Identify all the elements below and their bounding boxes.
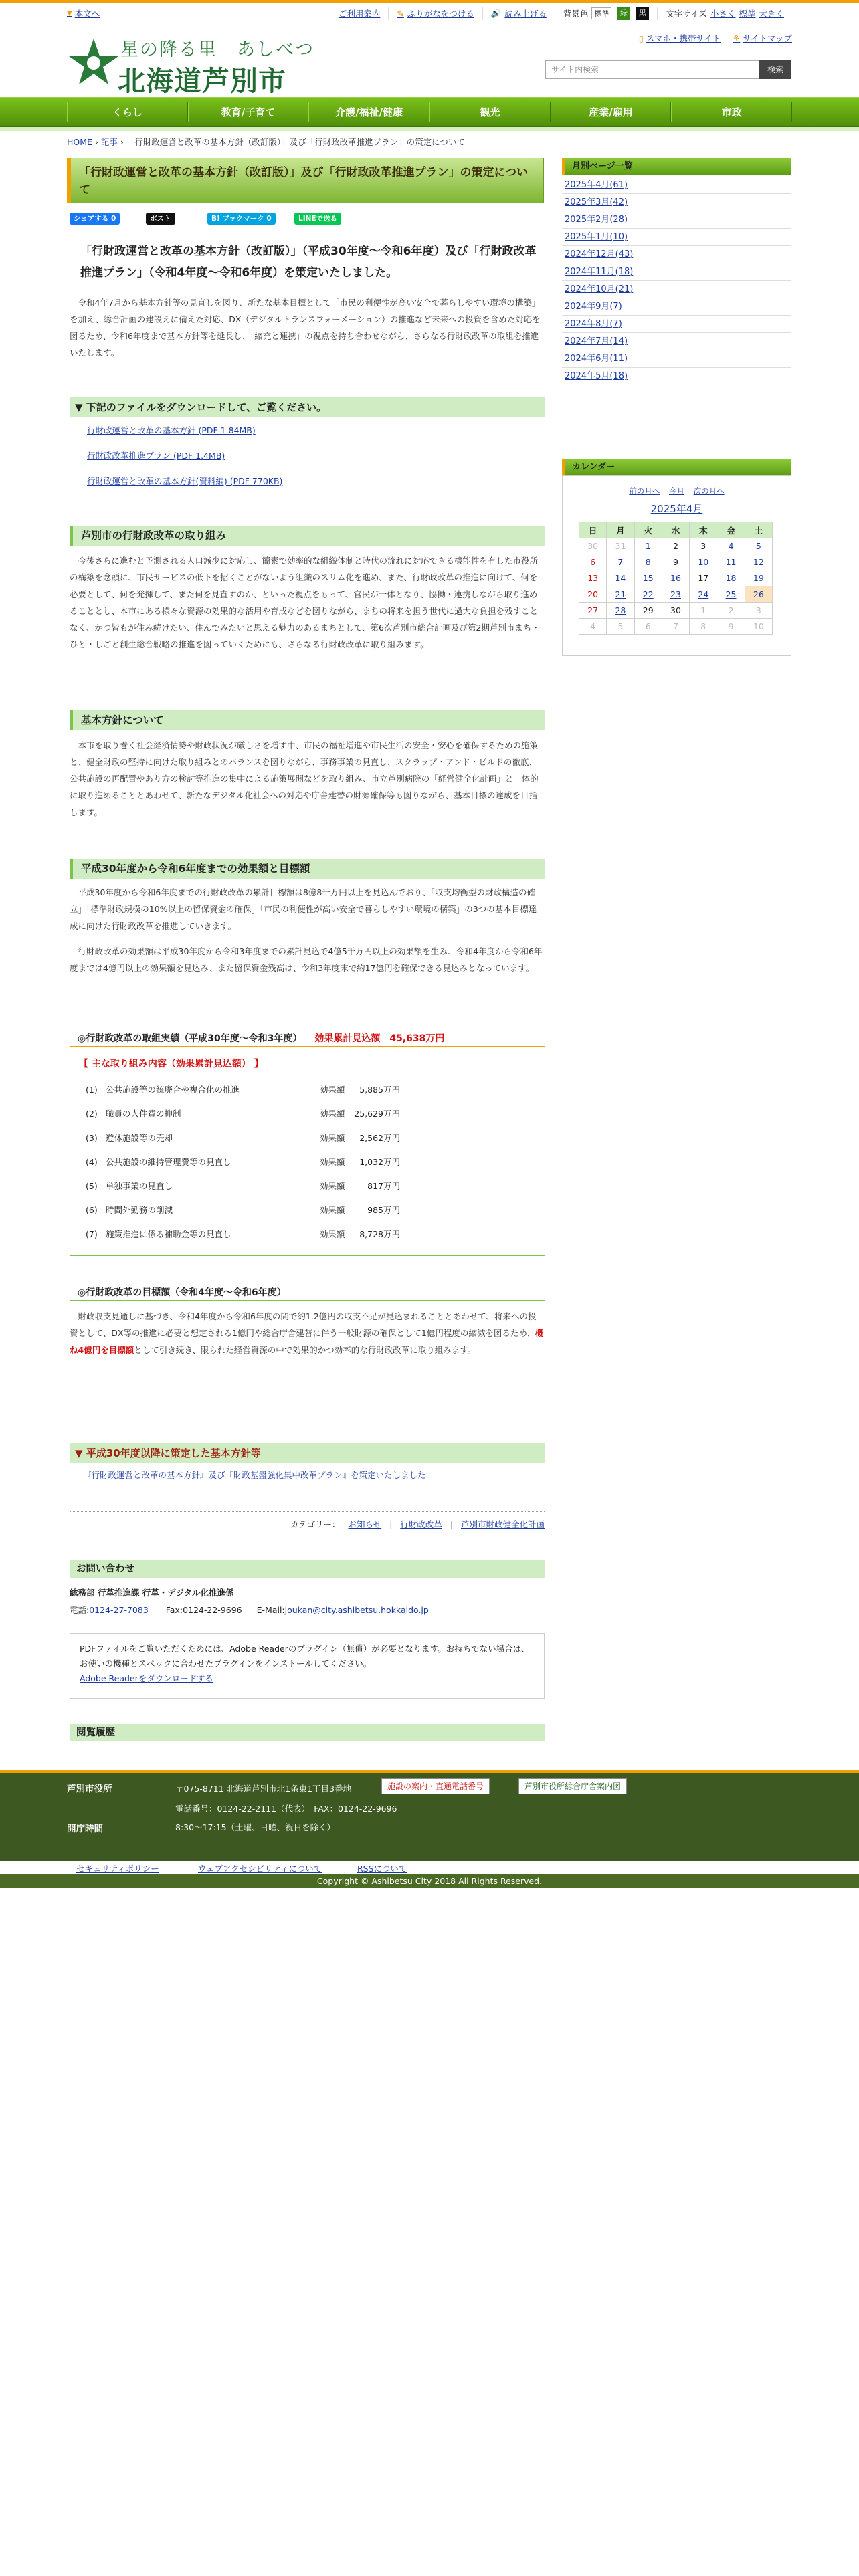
breadcrumb-current: 「行財政運営と改革の基本方針（改訂版）」及び「行財政改革推進プラン」の策定について: [126, 137, 465, 147]
calendar-day: 2: [662, 538, 689, 554]
lead-statement: 「行財政運営と改革の基本方針（改訂版）」（平成30年度～令和6年度）及び「行財政改革推進プラン」（令和4年度～令和6年度）を策定いたしました。: [80, 245, 537, 280]
month-link[interactable]: 2024年12月(43): [565, 249, 634, 259]
calendar-title[interactable]: 2025年4月: [650, 503, 703, 515]
calendar-today-link[interactable]: 今月: [669, 486, 684, 496]
list-item: (6) 時間外勤務の削減 効果額 985万円: [86, 1205, 400, 1215]
download-link-plan[interactable]: 行財政改革推進プラン (PDF 1.4MB): [87, 451, 225, 461]
list-item: [562, 298, 791, 316]
month-link[interactable]: 2025年3月(42): [565, 197, 628, 207]
results-total: 効果累計見込額 45,638万円: [314, 1033, 445, 1044]
calendar-day: 27: [579, 603, 607, 619]
list-item: (4) 公共施設の維持管理費等の見直し 効果額 1,032万円: [86, 1157, 400, 1167]
calendar-day: 30: [662, 603, 689, 619]
footer-links: [0, 1861, 859, 1874]
calendar-day-link[interactable]: 24: [698, 589, 709, 599]
calendar-day: [717, 570, 745, 586]
facebook-share-button[interactable]: シェアする 0: [70, 213, 120, 225]
font-size-switcher: 文字サイズ 小さく 標準 大きく: [657, 7, 792, 20]
month-link[interactable]: 2024年6月(11): [565, 354, 628, 364]
section-heading-policy: 基本方針について: [70, 710, 545, 730]
utility-bar: [0, 3, 859, 23]
calendar-weekday: 火: [634, 522, 662, 538]
main-items-heading: 【 主な取り組み内容（効果累計見込額） 】: [79, 1059, 264, 1069]
calendar-day-link[interactable]: 23: [670, 589, 681, 599]
calendar-day: 9: [662, 554, 689, 570]
calendar-day: 1: [690, 603, 717, 619]
list-item: [562, 211, 791, 229]
calendar-day: [607, 570, 634, 586]
bg-standard-button[interactable]: 標準: [591, 7, 611, 19]
security-policy-link[interactable]: セキュリティポリシー: [76, 1864, 159, 1874]
calendar-day: 9: [717, 619, 745, 635]
monthly-page-list: [562, 177, 791, 385]
monthly-pages-heading: 月別ページ一覧: [562, 158, 791, 175]
calendar-day-link[interactable]: 11: [725, 557, 737, 567]
list-item: (2) 職員の人件費の抑制 効果額 25,629万円: [86, 1109, 400, 1119]
nav-industry[interactable]: 産業/雇用: [551, 102, 672, 122]
nav-education[interactable]: 教育/子育て: [188, 102, 309, 122]
calendar-day: [634, 538, 662, 554]
search-button[interactable]: 検索: [759, 60, 791, 79]
calendar-day: 26: [745, 586, 772, 603]
footer-address: 〒075-8711 北海道芦別市北1条東1丁目3番地: [175, 1784, 352, 1794]
calendar-day: 13: [579, 570, 607, 586]
divider: [70, 1511, 545, 1512]
list-item: [562, 368, 791, 385]
pdf-reader-note: PDFファイルをご覧いただくためには、Adobe Readerのプラグイン（無償）が必要となります。お持ちでない場合は、お使いの機種とスペックに合わせたプラグインをインストールしてください。 Adobe Readerをダウンロードする: [70, 1633, 545, 1699]
calendar-day: [634, 586, 662, 603]
list-item: (5) 単独事業の見直し 効果額 817万円: [86, 1181, 400, 1191]
month-link[interactable]: 2025年2月(28): [565, 215, 628, 225]
calendar-weekday: 土: [745, 522, 772, 538]
list-item: [562, 333, 791, 350]
month-link[interactable]: 2025年4月(61): [565, 180, 628, 190]
calendar-day: 7: [662, 619, 689, 635]
calendar-weekday: 日: [579, 522, 607, 538]
logo-city-name: 北海道芦別市: [118, 65, 286, 97]
calendar-day: 3: [745, 603, 772, 619]
calendar-day: 4: [579, 619, 607, 635]
calendar-day-link[interactable]: 16: [670, 573, 681, 583]
bg-green-button[interactable]: 緑: [617, 7, 630, 20]
calendar-day-link[interactable]: 22: [642, 589, 654, 599]
month-link[interactable]: 2024年5月(18): [565, 371, 628, 381]
divider: [70, 1255, 545, 1256]
calendar-day: [634, 570, 662, 586]
building-map-button[interactable]: 芦別市役所総合庁舎案内図: [518, 1778, 627, 1794]
skip-to-content-link[interactable]: ▼ 本文へ: [67, 9, 100, 19]
calendar-nav: [563, 486, 791, 496]
calendar-day: 6: [579, 554, 607, 570]
list-item: [562, 177, 791, 194]
nav-welfare[interactable]: 介護/福祉/健康: [308, 102, 430, 122]
inquiry-email-link[interactable]: joukan@city.ashibetsu.hokkaido.jp: [284, 1605, 429, 1615]
footer-office-name: 芦別市役所: [67, 1784, 112, 1794]
past-plans-heading: ▼ 平成30年度以降に策定した基本方針等: [70, 1443, 545, 1463]
list-item: [562, 263, 791, 281]
download-heading: ▼ 下記のファイルをダウンロードして、ご覧ください。: [70, 397, 545, 417]
font-small-link[interactable]: 小さく: [710, 9, 736, 19]
calendar-day: 17: [690, 570, 717, 586]
calendar-day: 3: [690, 538, 717, 554]
bg-black-button[interactable]: 黒: [636, 7, 649, 20]
font-standard-link[interactable]: 標準: [739, 9, 756, 19]
calendar-day: [634, 554, 662, 570]
list-item: (1) 公共施設等の統廃合や複合化の推進 効果額 5,885万円: [86, 1085, 400, 1095]
font-large-link[interactable]: 大きく: [759, 9, 784, 19]
calendar-day-link[interactable]: 15: [642, 573, 654, 583]
section-heading-amounts: 平成30年度から令和6年度までの効果額と目標額: [70, 859, 545, 879]
calendar-day: 31: [607, 538, 634, 554]
sitemap-link[interactable]: ⚘ サイトマップ: [733, 33, 792, 43]
copyright: Copyright © Ashibetsu City 2018 All Rights Reserved.: [0, 1874, 859, 1888]
footer-hours: 8:30～17:15（土曜、日曜、祝日を除く）: [175, 1822, 336, 1832]
list-item: [562, 246, 791, 263]
nav-city-government[interactable]: 市政: [671, 102, 792, 122]
results-heading: ◎行財政改革の取組実績（平成30年度～令和3年度） 効果累計見込額 45,638万円: [70, 1030, 545, 1047]
calendar-day: 20: [579, 586, 607, 603]
month-link[interactable]: 2024年8月(7): [565, 319, 622, 329]
month-link[interactable]: 2024年9月(7): [565, 302, 622, 312]
calendar-day: [607, 603, 634, 619]
nav-kurashi[interactable]: くらし: [67, 102, 188, 122]
page-title: 「行財政運営と改革の基本方針（改訂版）」及び「行財政改革推進プラン」の策定について: [67, 158, 544, 203]
calendar-day: 10: [745, 619, 772, 635]
speaker-icon: 🔊: [490, 8, 502, 18]
category-link-reform[interactable]: 行財政改革: [400, 1519, 442, 1529]
download-link-basic-policy[interactable]: 行財政運営と改革の基本方針 (PDF 1.84MB): [87, 425, 256, 435]
calendar-day: [690, 586, 717, 603]
amounts-paragraph-1: 平成30年度から令和6年度までの行財政改革の累計目標額は8億8千万円以上を見込んでおり、「収支均衡型の財政構造の確立」「標準財政規模の10%以上の留保資金の確保」「市民の利便性が高い安全で暮らしやすい環境の構築」の3つの基本目標達成に向けた行財政改革を推進していきます。: [70, 887, 537, 931]
calendar-day: 2: [717, 603, 745, 619]
intro-paragraph: 令和4年7月から基本方針等の見直しを図り、新たな基本目標として「市民の利便性が高い安全で暮らしやすい環境の構築」を加え、総合計画の建設えに備えた対応、DX（デジタルトランスフォーメーション）の推進など未来への投資を含めた対応を図るため、令和6年度まで基本方針等を延長し、「縮充と連携」の視点を持ち合わせながら、さらなる行財政改革の取組を推進いたします。: [70, 298, 541, 358]
inquiry-dept: 総務部 行革推進課 行革・デジタル化推進係: [70, 1588, 234, 1598]
calendar-day: 6: [634, 619, 662, 635]
breadcrumb: HOME › 記事 › 「行財政運営と改革の基本方針（改訂版）」及び「行財政改革推進プラン」の策定について: [67, 137, 465, 147]
breadcrumb-news[interactable]: 記事: [100, 137, 118, 147]
calendar-day: [690, 554, 717, 570]
month-link[interactable]: 2025年1月(10): [565, 232, 628, 242]
calendar-day: 19: [745, 570, 772, 586]
breadcrumb-home[interactable]: HOME: [67, 137, 92, 147]
calendar-day-link[interactable]: 14: [615, 573, 626, 583]
browsing-history-heading: 閲覧履歴: [70, 1724, 545, 1741]
policy-paragraph: 本市を取り巻く社会経済情勢や財政状況が厳しさを増す中、市民の福祉増進や市民生活の安全・安心を確保するための施策と、健全財政の堅持に向けた取り組みとのバランスを図りながら、事務事業の見直し、スクラップ・アンド・ビルドの徹底、公共施設の再配置やあり方の検討等推進の集中による施策展開などを取り組み、市立芦別病院の「経営健全化計画」と一体的に取り進めることとあわせて、新たなデジタル化社会への対応や庁舎建替の財源確保等も図りながら、基本目標の達成を目指します。: [70, 740, 539, 817]
download-link-appendix[interactable]: 行財政運営と改革の基本方針(資料編) (PDF 770KB): [87, 476, 283, 486]
calendar-day-link[interactable]: 18: [725, 573, 737, 583]
hatena-bookmark-button[interactable]: B! ブックマーク 0: [207, 213, 276, 225]
target-heading: ◎行財政改革の目標額（令和4年度～令和6年度）: [70, 1284, 545, 1301]
calendar-day: [662, 586, 689, 603]
pencil-icon: ✎: [397, 8, 404, 19]
x-post-button[interactable]: ポスト: [146, 213, 175, 225]
amounts-paragraph-2: 行財政改革の効果額は平成30年度から令和3年度までの累計見込で4億5千万円以上の効果額を生み、令和4年度から令和6年度までは4億円以上の効果額を見込み、また留保資金残高は、令和3年度末で約17億円を確保できる見込みとなっています。: [70, 946, 543, 973]
smartphone-icon: ▯: [638, 33, 644, 43]
past-plan-link[interactable]: 『行財政運営と改革の基本方針』及び『財政基盤強化集中改革プラン』を策定いたしました: [83, 1470, 426, 1480]
calendar-day: 5: [745, 538, 772, 554]
list-item: [562, 281, 791, 298]
guide-link[interactable]: ご利用案内: [330, 7, 389, 20]
calendar-day-link[interactable]: 28: [615, 605, 626, 615]
calendar-day-link[interactable]: 8: [645, 557, 651, 567]
month-link[interactable]: 2024年11月(18): [565, 267, 634, 277]
calendar-day: 5: [607, 619, 634, 635]
calendar-day: [607, 554, 634, 570]
target-paragraph: 財政収支見通しに基づき、令和4年度から令和6年度の間で約1.2億円の収支不足が見込まれることとあわせて、将来への投資として、DX等の推進に必要と想定される1億円や総合庁舎建替に伴う一般財源の確保として1億円程度の縮減を図るため、概ね4億円を目標額として引き続き、限られた経営資源の中で効果的かつ効率的な行財政改革に取り組みます。: [70, 1311, 544, 1355]
site-logo[interactable]: [67, 33, 321, 97]
line-send-button[interactable]: LINEで送る: [294, 213, 341, 225]
calendar-weekday: 金: [717, 522, 745, 538]
furigana-link[interactable]: ✎ ふりがなをつける: [388, 7, 482, 20]
nav-underline: [0, 127, 859, 131]
sitemap-icon: ⚘: [733, 33, 741, 43]
efforts-paragraph: 今後さらに進むと予測される人口減少に対応し、簡素で効率的な組織体制と時代の流れに対応できる機能性を有した市役所の構築を念頭に、市民サービスの低下を招くことがないよう組織のスリム化を進め、また、行財政改革の推進に向けて、何を必要として、何を発揮して、また何を見直すのか、といった視点をもって、官民が一体となり、協働・連携しながら取り進めることとし、本市にある様々な資源の効果的な活用や育成などを図りながら、まちの将来を担う世代に過大な負担を残すことなく、かつ皆もが住み続けたい、住んでみたいと思える魅力のあるまちとして、第6次芦別市総合計画及び第2期芦別市まち・ひと・しごと創生総合戦略の推進を図っていくためにも、さらなる行財政改革に取り組みます。: [70, 556, 540, 649]
calendar-weekday: 木: [690, 522, 717, 538]
calendar-day: 30: [579, 538, 607, 554]
list-item: [562, 194, 791, 211]
calendar-day-link[interactable]: 7: [617, 557, 624, 567]
calendar-day: [717, 554, 745, 570]
calendar-day-link[interactable]: 4: [728, 541, 734, 551]
chevron-down-icon: ▼: [67, 9, 72, 17]
list-item: [562, 229, 791, 246]
calendar-day-link[interactable]: 10: [698, 557, 709, 567]
inquiry-phone-link[interactable]: 0124-27-7083: [89, 1605, 149, 1615]
city-emblem-icon: [67, 36, 120, 90]
calendar: [562, 475, 791, 656]
category-link-finance-plan[interactable]: 芦別市財政健全化計画: [460, 1519, 545, 1529]
calendar-day: [607, 586, 634, 603]
facility-phone-button[interactable]: 施設の案内・直通電話番号: [381, 1778, 490, 1794]
rss-link[interactable]: RSSについて: [357, 1864, 407, 1874]
header-links: [639, 32, 792, 44]
calendar-day: 8: [690, 619, 717, 635]
list-item: (7) 施策推進に係る補助金等の見直し 効果額 8,728万円: [86, 1229, 400, 1239]
accessibility-link[interactable]: ウェブアクセシビリティについて: [198, 1864, 322, 1874]
background-color-switcher: 背景色 標準 緑 黒: [555, 7, 658, 20]
global-nav: [0, 97, 859, 127]
list-item: [562, 316, 791, 333]
section-heading-efforts: 芦別市の行財政改革の取り組み: [70, 526, 545, 546]
calendar-day: 12: [745, 554, 772, 570]
calendar-day-link[interactable]: 21: [615, 589, 626, 599]
calendar-day: [662, 570, 689, 586]
footer-hours-label: 開庁時間: [67, 1824, 103, 1834]
inquiry-contact: 電話:0124-27-7083 Fax:0124-22-9696 E-Mail:joukan@city.ashibetsu.hokkaido.jp: [70, 1605, 429, 1615]
month-link[interactable]: 2024年7月(14): [565, 336, 628, 346]
calendar-day: 29: [634, 603, 662, 619]
list-item: [562, 350, 791, 368]
calendar-day: [717, 538, 745, 554]
read-aloud-link[interactable]: 🔊 読み上げる: [482, 7, 555, 20]
calendar-day-link[interactable]: 1: [645, 541, 651, 551]
adobe-reader-download-link[interactable]: Adobe Readerをダウンロードする: [80, 1673, 213, 1683]
calendar-prev-link[interactable]: 前の月へ: [629, 486, 660, 496]
footer-phone: 電話番号：0124-22-2111（代表） FAX：0124-22-9696: [175, 1804, 397, 1814]
mobile-site-link[interactable]: ▯ スマホ・携帯サイト: [638, 33, 721, 43]
category-list: カテゴリー： お知らせ | 行財政改革 | 芦別市財政健全化計画: [290, 1519, 545, 1529]
month-link[interactable]: 2024年10月(21): [565, 284, 634, 294]
site-search-input[interactable]: サイト内検索: [545, 60, 759, 79]
inquiry-heading: お問い合わせ: [70, 1560, 545, 1578]
calendar-day: [717, 586, 745, 603]
calendar-day-link[interactable]: 25: [725, 589, 737, 599]
list-item: (3) 遊休施設等の売却 効果額 2,562万円: [86, 1133, 400, 1143]
logo-tagline: 星の降る里 あしべつ: [120, 39, 314, 60]
calendar-weekday: 月: [607, 522, 634, 538]
calendar-grid: [579, 522, 773, 635]
nav-tourism[interactable]: 観光: [430, 102, 551, 122]
category-link-news[interactable]: お知らせ: [348, 1519, 382, 1529]
calendar-weekday: 水: [662, 522, 689, 538]
calendar-next-link[interactable]: 次の月へ: [693, 486, 725, 496]
calendar-heading: カレンダー: [562, 459, 791, 476]
